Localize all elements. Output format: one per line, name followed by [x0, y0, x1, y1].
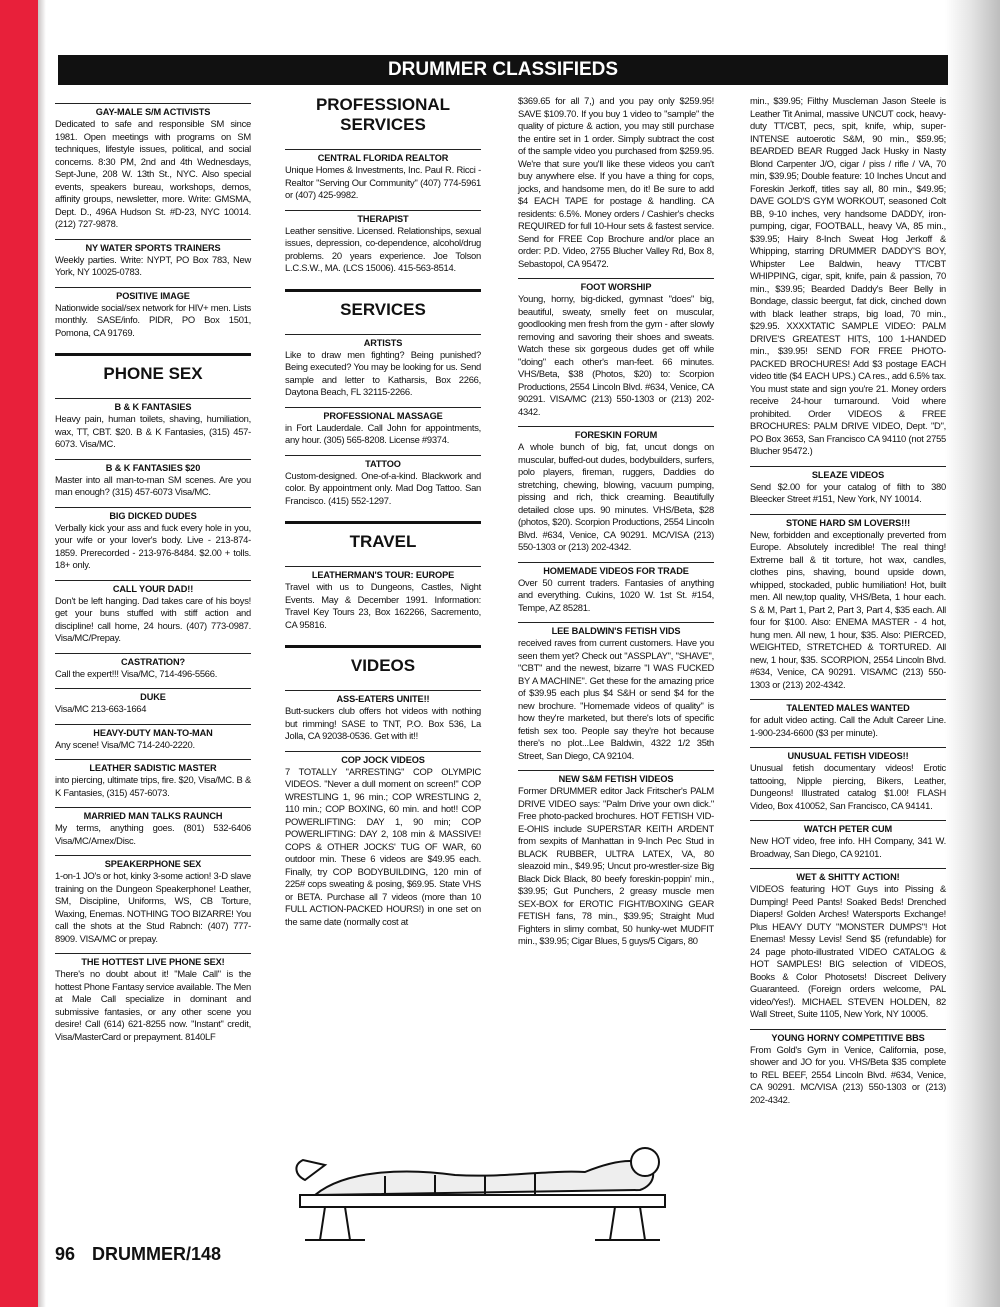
ad-title: GAY-MALE S/M ACTIVISTS: [95, 107, 211, 117]
issue-label: DRUMMER/148: [92, 1244, 222, 1264]
ad-body: From Gold's Gym in Venice, California, pose, shower and JO for you. VHS/Beta $35 complete to REL BEEF, 2554 Lincoln Blvd. #634, Venice, CA 90291. MC/VISA (213) 550-1303 or (213) 202-4342.: [750, 1043, 946, 1105]
ad-body: Any scene! Visa/MC 714-240-2220.: [55, 738, 195, 750]
ad-body: Former DRUMMER editor Jack Fritscher's PALM DRIVE VIDEO says: "Palm Drive your own dick." Free photo-packed brochures. HOT FETISH VID-E-OHIS include SUPERSTAR KEITH ARDENT from sexpits of Manhattan in 9-Inch Pec Stud in BLACK RUBBER, ULTRA LATEX, VA, 80 sleazoid min., $49.95; Uncut pro-wrestler-size Big Black Dick Black, 80 beefy foreskin-poppin' min., $39.95; Gut Punchers, 2 greasy muscle men SEX-BOX for EROTIC FIGHT/BOXING GEAR FETISH fans, 78 min., $39.95; Straight Mud Fighters in slimy combat, 50 hunky-wet MUDFIT min., $39.95; Cigar Blues, 5 guys/5 Cigars, 80: [518, 785, 714, 946]
section-heading-professional-services: PROFESSIONAL SERVICES: [315, 95, 451, 134]
classified-ad: [518, 278, 714, 418]
classified-ad: [55, 580, 251, 645]
ad-body: Send $2.00 for your catalog of filth to 380 Bleecker Street #151, New York, NY 10014.: [750, 480, 946, 504]
ad-title: SPEAKERPHONE SEX: [104, 859, 202, 869]
ad-title: WATCH PETER CUM: [803, 824, 893, 834]
binding-shadow: [38, 0, 46, 1307]
red-page-edge: [0, 0, 38, 1307]
ad-body: 1-on-1 JO's or hot, kinky 3-some action! 3-D slave training on the Dungeon Speakerphone! Leather, SM, Discipline, Uniforms, WS, CB Torture, Waxing, Enemas. NOTHING TOO BIZARRE! You call the shots at the Stud Rabnch: (407) 777-8909. VISA/MC or prepay.: [55, 870, 251, 944]
classified-ad: [55, 759, 251, 799]
classified-ad: [55, 103, 251, 231]
classified-ad: [55, 459, 251, 499]
ad-title: NEW S&M FETISH VIDEOS: [558, 774, 674, 784]
column-2: [285, 95, 481, 928]
ad-title: HOMEMADE VIDEOS FOR TRADE: [543, 565, 689, 576]
ad-title: CALL YOUR DAD!!: [112, 583, 194, 594]
classified-ad: [55, 398, 251, 451]
classified-ad: [285, 210, 481, 275]
classified-ad: [750, 1029, 946, 1107]
ad-body: Custom-designed. One-of-a-kind. Blackwork and color. By appointment only. Mad Dog Tattoo. San Francisco. (415) 552-1297.: [285, 469, 481, 506]
ad-body: into piercing, ultimate trips, fire. $20, Visa/MC. B & K Fantasies, (315) 457-6073.: [55, 774, 251, 798]
ad-body: Dedicated to safe and responsible SM since 1981. Open meetings with programs on SM techniques, lifestyle issues, political, and social concerns. 8:30 PM, 2nd and 4th Wednesdays, Sept-June, 208 W. 13th St., NYC. Also special events, speakers bureau, workshops, demos, affinity groups, newsletter, more. Write: GMSMA, Dept. D., 496A Hudson St. #D-23, NYC 10014. (212) 727-9878.: [55, 118, 251, 229]
ad-title: LEATHERMAN'S TOUR: EUROPE: [311, 570, 455, 580]
page-header: DRUMMER CLASSIFIEDS: [58, 55, 948, 85]
ad-title: FORESKIN FORUM: [574, 430, 658, 440]
ad-title: ASS-EATERS UNITE!!: [336, 694, 430, 704]
ad-title: DUKE: [140, 692, 166, 702]
ad-body: min., $39.95; Filthy Muscleman Jason Steele is Leather Tit Animal, massive UNCUT cock, heavy-duty TT/CBT, pecs, spit, knife, whip, super-INTENSE autoerotic S&M, 90 min., $59.95; BEARDED BEAR Rugged Jack Husky in Nasty Blond Carpenter J/O, cigar / piss / rifle / VA, 70 min, $39.95; Double feature: 10 Inches Uncut and Foreskin Jerkoff, titles say all, 80 min., $49.95; DAVE GOLD'S GYM WORKOUT, seasoned Colt BB, 9-10 inches, very handsome DADDY, iron-pumping, cigar, FOOTBALL, heavy VA, 85 min., $39.95; Hairy 8-Inch Sweat Hog Jerkoff & Whipping, starring DRUMMER DADDY'S BOY, Whipster Lee Baldwin, heavy TT/CBT WHIPPING, cigar, spit, knife, pain & passion, 70 min., $39.95; Bearded Daddy's Beer Belly in Bondage, classic beergut, fat dick, cinched down with black leather straps, big load, 70 min., $29.95. XXXXTATIC SAMPLE VIDEO: PALM DRIVE'S GREATEST HITS, 100 1-HANDED min., $39.95! SEND FOR FREE PHOTO-PACKED BROCHURES! Add $3 postage EACH video title ($4 EACH UPS.) CA res., add 6.5% tax. You must state and sign you're 21. Money orders receive 24-hour turnaround. Void where prohibited. Order VIDEOS & FREE BROCHURES: PALM DRIVE VIDEO, Dept. "D", PO Box 3653, San Francisco CA 94110 (not 2755 Blucher 95472.): [750, 95, 946, 456]
ad-title: CASTRATION?: [120, 656, 186, 667]
page-curl-shadow: [945, 0, 1000, 1307]
classified-ad: [750, 868, 946, 1021]
ad-body: received raves from current customers. Have you seen them yet? Check out "ASSPLAY", "SHAVE", "CBT" and the newest, bizarre "I WAS FUCKED BY A MACHINE". Get these for the amazing price of $39.95 each plus $4 S&H or send $4 for the new brochure. "Homemade videos of quality" is how they're marketed, but there's lots of specific fetish sex too. People say they're hot because there's no plot...Lee Baldwin, 4322 1/2 35th Street, San Diego, CA 92104.: [518, 637, 714, 761]
ad-title: B & K FANTASIES $20: [105, 462, 201, 473]
ad-title: WET & SHITTY ACTION!: [796, 872, 900, 882]
page-number: 96: [55, 1244, 76, 1264]
ad-body: Don't be left hanging. Dad takes care of his boys! get your buns stuffed with stiff action and discipline! call home, 24 hours. (407) 773-0987. Visa/MC/Prepay.: [55, 594, 251, 643]
ad-title: UNUSUAL FETISH VIDEOS!!: [787, 751, 909, 761]
classified-ad: [285, 407, 481, 447]
ad-title: BIG DICKED DUDES: [109, 510, 197, 521]
ad-body: in Fort Lauderdale. Call John for appointments, any hour. (305) 565-8208. License #9374.: [285, 421, 481, 445]
classified-ad: [55, 807, 251, 847]
ad-title: TALENTED MALES WANTED: [786, 703, 910, 713]
classified-ad-continued: [518, 95, 714, 270]
ad-body: My terms, anything goes. (801) 532-6406 Visa/MC/Amex/Disc.: [55, 822, 251, 846]
classified-ad: [285, 690, 481, 743]
section-heading-videos: VIDEOS: [285, 645, 481, 682]
ad-body: Master into all man-to-man SM scenes. Are you man enough? (315) 457-6073 Visa/MC.: [55, 473, 251, 497]
ad-title: STONE HARD SM LOVERS!!!: [785, 517, 911, 528]
section-heading-travel: TRAVEL: [285, 521, 481, 558]
section-heading-services: SERVICES: [285, 289, 481, 326]
ad-body: VIDEOS featuring HOT Guys into Pissing & Dumping! Peed Pants! Soaked Beds! Drenched Diapers! Golden Arches! Watersports Exchange! Plus HEAVY DUTY "MONSTER DUMPS"! Hot Enemas! Messy Levis! Send $5 (refundable) for 24 page photo-illustrated VIDEO CATALOG & HOT SAMPLES! BIG selection of VIDEOS, Books & Color Photosets! Discreet Delivery Guaranteed. (Foreign orders welcome, PAL video/Yes!). MICHAEL STEVEN HOLDEN, 82 Wall Street, Suite 1105, New York, NY 10005.: [750, 883, 946, 1019]
ad-title: LEATHER SADISTIC MASTER: [89, 763, 217, 773]
ad-title: B & K FANTASIES: [114, 402, 192, 412]
bondage-table-illustration: [285, 1140, 715, 1245]
ad-body: Butt-suckers club offers hot videos with nothing but rimming! SASE to TNT, P.O. Box 536, La Jolla, CA 92038-0536. Get with it!!: [285, 705, 481, 741]
ad-body: Call the expert!!! Visa/MC, 714-496-5566.: [55, 667, 218, 679]
classified-ad: [285, 149, 481, 202]
ad-title: LEE BALDWIN'S FETISH VIDS: [551, 626, 681, 636]
ad-title: FOOT WORSHIP: [580, 282, 652, 292]
ad-body: for adult video acting. Call the Adult Career Line. 1-900-234-6600 ($3 per minute).: [750, 714, 946, 738]
ad-title: THE HOTTEST LIVE PHONE SEX!: [81, 957, 225, 967]
column-3: [518, 95, 714, 948]
ad-title: CENTRAL FLORIDA REALTOR: [317, 153, 449, 163]
classified-ad: [55, 507, 251, 572]
classified-ad: [55, 953, 251, 1043]
classified-ad: [750, 747, 946, 812]
classified-ad: [518, 622, 714, 762]
classified-ad: [750, 699, 946, 739]
classified-ad: [285, 566, 481, 631]
ad-body: A whole bunch of big, fat, uncut dongs on muscular, buffed-out dudes, bodybuilders, surfers, polo players, fireman, ruggers, Daddies do stretching, chewing, blowing, vacuum pumping, pissing and rich, thick creaming. Beautifully detailed close ups. 90 minutes. VHS/Beta, $28 (photos, $20). Scorpion Productions, 2554 Lincoln Blvd. #634, Venice, CA 90291. MC/VISA (213) 550-1303 or (213) 202-4342.: [518, 441, 714, 552]
classified-ad: [55, 287, 251, 340]
classified-ad: [518, 562, 714, 615]
ad-title: POSITIVE IMAGE: [116, 290, 190, 301]
classified-ad: [55, 855, 251, 945]
ad-title: THERAPIST: [357, 213, 409, 224]
ad-title: MARRIED MAN TALKS RAUNCH: [83, 811, 223, 821]
classified-ad: [55, 724, 251, 752]
ad-title: COP JOCK VIDEOS: [341, 754, 425, 765]
column-1: [55, 95, 251, 1043]
ad-title: TATTOO: [365, 458, 401, 469]
classified-ad: [55, 239, 251, 279]
classified-ad-continued: [750, 95, 946, 458]
ad-body: Weekly parties. Write: NYPT, PO Box 783, New York, NY 10025-0783.: [55, 253, 251, 277]
ad-body: Travel with us to Dungeons, Castles, Night Events. May & December 1991. Information: Travel Key Tours 23, Box 162266, Sacremento, CA 95816.: [285, 581, 481, 630]
ad-body: New, forbidden and exceptionally preverted from Europe. Absolutely incredible! The real thing! Extreme ball & tit torture, hot wax, candles, clothes pins, shaving, bound upside down, whipped, stockaded, public humiliation! Hot, built men. All new,top quality, VHS/Beta, 1 hour each. S & M, Part 1, Part 2, Part 3, Part 4, $35 each. All four for $100. Also: ENEMA MASTER - 4 hot, hung men. All new, 1 hour, $35. Also: PIERCED, WEIGHTED, STRETCHED & TORTURED. All new, 1 hour, $35. SCORPION, 2554 Lincoln Blvd. #634, Venice, CA 90291. VISA/MC (213) 550-1303 or (213) 202-4342.: [750, 528, 946, 690]
classified-ad: [285, 751, 481, 929]
ad-body: Visa/MC 213-663-1664: [55, 703, 147, 714]
ad-body: Young, horny, big-dicked, gymnast "does" big, beautiful, sweaty, smelly feet on muscular, goodlooking men fresh from the gym - after slowly removing and savoring their shoes and sweats. Watch these six gorgeous dudes get off while "doing" each other's man-feet. 66 minutes. VHS/Beta, $38 (Photos, $20) to: Scorpion Productions, 2554 Lincoln Blvd. #634, Venice, CA 90291. VISA/MC (213) 550-1303 or (213) 202-4342.: [518, 293, 714, 417]
ad-body: New HOT video, free info. HH Company, 341 W. Broadway, San Diego, CA 92101.: [750, 835, 946, 859]
ad-body: Unique Homes & Investments, Inc. Paul R. Ricci - Realtor "Serving Our Community" (407) 774-5961 or (407) 425-9982.: [285, 164, 481, 200]
classified-ad: [750, 820, 946, 860]
classified-ad: [285, 455, 481, 508]
section-heading-phone-sex: PHONE SEX: [55, 353, 251, 390]
ad-body: Like to draw men fighting? Being punished? Being executed? You may be looking for us. Send sample and letter to Katharsis, Box 2266, Daytona Beach, FL 32115-2266.: [285, 348, 481, 397]
ad-body: There's no doubt about it! "Male Call" is the hottest Phone Fantasy service available. The Men at Male Call specialize in dominant and submissive fantasies, or any other scene you desire! Call (614) 621-8255 now. "Instant" credit, Visa/MasterCard or prepayment. 8140LF: [55, 968, 251, 1042]
ad-title: YOUNG HORNY COMPETITIVE BBS: [771, 1032, 925, 1043]
classified-ad: [55, 653, 251, 681]
ad-title: SLEAZE VIDEOS: [811, 469, 885, 480]
classified-ad: [750, 466, 946, 506]
ad-title: NY WATER SPORTS TRAINERS: [85, 242, 221, 253]
ad-body: $369.65 for all 7,) and you pay only $259.95! SAVE $109.70. If you buy 1 video to "sample" the quality of picture & action, you may still purchase the entire set in 1 order. Simply subtract the cost of the sample video you purchased from $259.95. We're that sure you'll like these videos you can't buy anywhere else. If you have a thing for cops, jocks, and handsome men, do it! Be sure to add $4 EACH TAPE for postage & handling. CA residents: 6.5%. Money orders / Cashier's checks REQUIRED for full 10-Hour sets & fastest service. Send for FREE Cop Brochure and/or place an order: P.D. Video, 2755 Blucher Valley Rd, Box 8, Sebastopol, CA 95472.: [518, 95, 714, 269]
ad-body: Verbally kick your ass and fuck every hole in you, your wife or your lover's body. Live - 213-874-1859. Prerecorded - 213-976-8484. $2.00 + tolls. 18+ only.: [55, 521, 251, 570]
classified-ad: [518, 426, 714, 554]
classified-ad: [518, 770, 714, 948]
ad-body: 7 TOTALLY "ARRESTING" COP OLYMPIC VIDEOS. "Never a dull moment on screen!" COP WRESTLING 1, 96 min.; COP WRESTLING 2, 110 min.; COP BOXING, 60 min. and hot!! COP POWERLIFTING: DAY 1, 90 min; COP POWERLIFTING: DAY 2, 108 min & MASSIVE! COPS & OTHER JOCKS' TUG OF WAR, 60 outdoor min. These 6 videos are $49.95 each. Finally, try COP BODYBUILDING, 120 min of 225# cops sweating & posing, $69.95. State VHS or BETA. Purchase all 7 videos (more than 10 FULL ACTION-PACKED HOURS!) in one set on the same date (normally cost at: [285, 765, 481, 927]
ad-body: Nationwide social/sex network for HIV+ men. Lists monthly. SASE/info. PIDR, PO Box 1501, Pomona, CA 91769.: [55, 301, 251, 338]
ad-title: ARTISTS: [363, 337, 403, 348]
ad-body: Heavy pain, human toilets, shaving, humiliation, wax, TT, CBT. $20. B & K Fantasies, (315) 457-6073. Visa/MC.: [55, 413, 251, 449]
ad-title: PROFESSIONAL MASSAGE: [323, 410, 443, 421]
ad-body: Leather sensitive. Licensed. Relationships, sexual issues, depression, co-dependence, alcohol/drug problems. 20 years experience. Joe Tolson L.C.S.W., MA. (LCS 15006). 415-563-8514.: [285, 224, 481, 273]
classified-ad: [55, 688, 251, 716]
ad-title: HEAVY-DUTY MAN-TO-MAN: [93, 727, 213, 738]
ad-body: Unusual fetish documentary videos! Erotic tattooing, Nipple piercing, Bikers, Leather, Dungeons! Illustrated catalog $1.00! FLASH Video, Box 410052, San Francisco, CA 94141.: [750, 762, 946, 811]
classified-ad: [285, 334, 481, 399]
column-4: [750, 95, 946, 1106]
page-footer: [55, 1244, 233, 1265]
classified-ad: [750, 514, 946, 692]
ad-body: Over 50 current traders. Fantasies of anything and everything. Cukins, 1020 W. 1st St. #154, Tempe, AZ 85281.: [518, 576, 714, 613]
